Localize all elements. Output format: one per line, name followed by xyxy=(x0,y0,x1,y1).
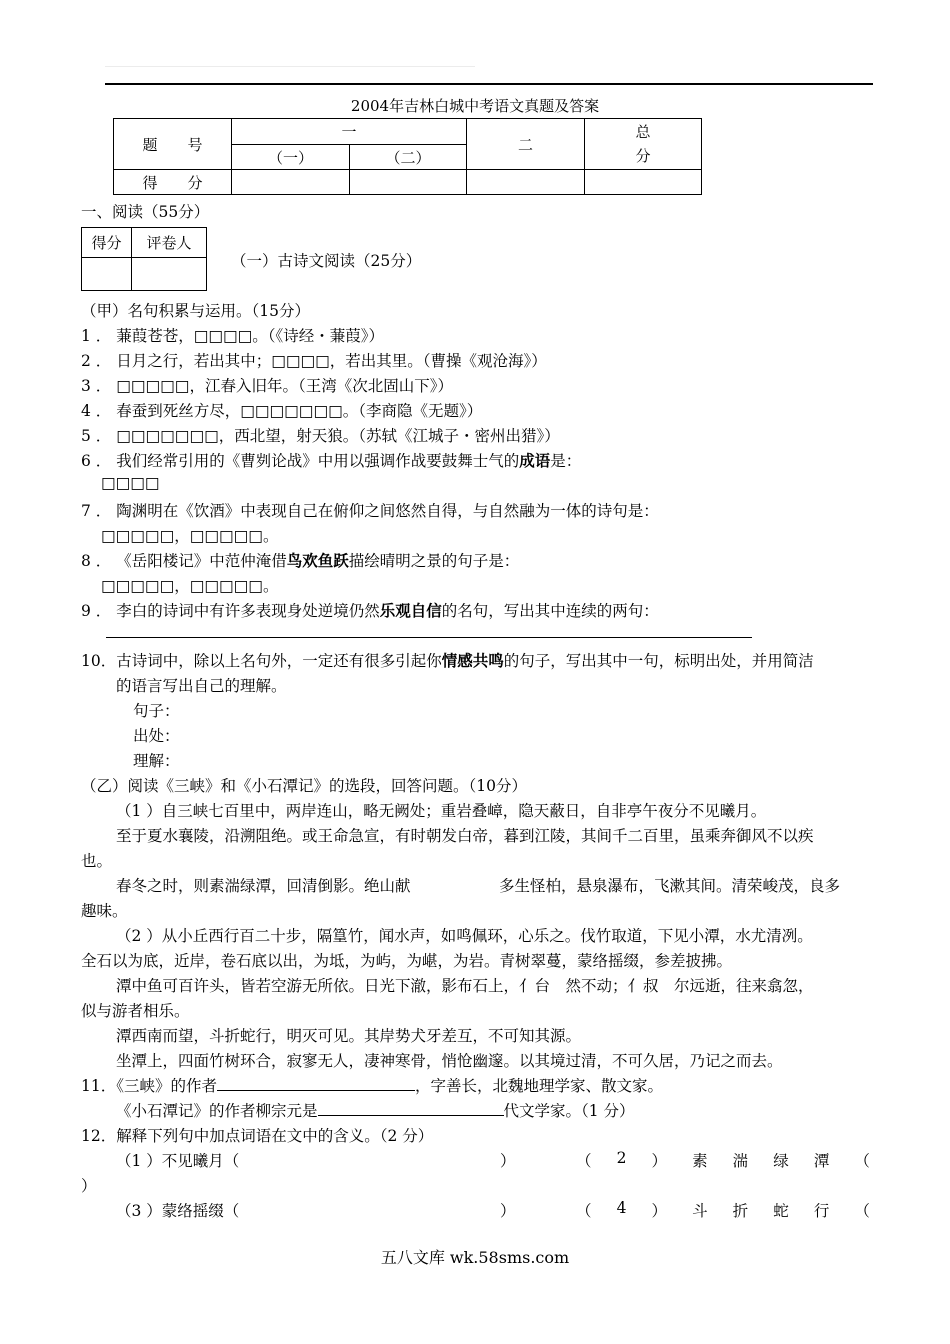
footer-watermark: 五八文库 wk.58sms.com xyxy=(380,1248,570,1267)
question-12-item-2-close: ） xyxy=(81,1177,97,1195)
total-header: 总 分 xyxy=(585,119,702,170)
score-cell xyxy=(467,170,585,195)
question-9: 9 ． 李白的诗词中有许多表现身处逆境仍然乐观自信的名句，写出其中连续的两句： xyxy=(81,602,659,620)
question-11: 11．《三峡》的作者 ，字善长，北魏地理学家、散文家。 xyxy=(81,1077,663,1095)
passage-paragraph: 也。 xyxy=(81,852,113,870)
question-12: 12．解释下列句中加点词语在文中的含义。（2 分） xyxy=(81,1127,434,1145)
question-8-answer: □□□□□，□□□□□。 xyxy=(101,577,279,595)
question-10-understanding-label: 理解： xyxy=(133,752,180,770)
subsection-two-header: （二） xyxy=(350,145,467,170)
question-11-part2: 《小石潭记》的作者柳宗元是 代文学家。（1 分） xyxy=(116,1102,635,1120)
question-5: 5 ． □□□□□□□，西北望，射天狼。（苏轼《江城子・密州出猎》） xyxy=(81,427,560,445)
score-cell xyxy=(232,170,350,195)
question-4: 4 ． 春蚕到死丝方尽，□□□□□□□。（李商隐《无题》） xyxy=(81,402,483,420)
score-table xyxy=(113,118,702,195)
question-8: 8 ． 《岳阳楼记》中范仲淹借鸟欢鱼跃描绘晴明之景的句子是： xyxy=(81,552,520,570)
question-6: 6 ． 我们经常引用的《曹刿论战》中用以强调作战要鼓舞士气的成语是： xyxy=(81,452,582,470)
question-9-answer-line xyxy=(106,637,752,638)
score-row-label: 得 分 xyxy=(114,170,232,195)
passage-paragraph: （1 ）自三峡七百里中，两岸连山，略无阙处；重岩叠嶂，隐天蔽日，自非亭午夜分不见曦月。 xyxy=(116,802,767,820)
question-12-item-1: （1 ）不见曦月（ xyxy=(116,1152,240,1170)
question-6-answer: □□□□ xyxy=(101,474,160,492)
question-1: 1 ． 蒹葭苍苍，□□□□。（《诗经・蒹葭》） xyxy=(81,327,385,345)
part-one-heading: 一、阅读（55分） xyxy=(81,203,210,221)
question-number-header: 题 号 xyxy=(114,119,232,170)
question-7: 7 ． 陶渊明在《饮酒》中表现自己在俯仰之间悠然自得，与自然融为一体的诗句是： xyxy=(81,502,659,520)
passage-paragraph: 潭中鱼可百许头，皆若空游无所依。日光下澈，影布石上，亻台 然不动；亻叔 尔远逝，往来翕忽， xyxy=(116,977,814,995)
passage-paragraph: （2 ）从小丘西行百二十步，隔篁竹，闻水声，如鸣佩环，心乐之。伐竹取道，下见小潭，水尤清冽。 xyxy=(116,927,813,945)
grader-score-cell xyxy=(82,258,132,291)
section-one-header: 一 xyxy=(232,119,467,145)
question-3: 3 ． □□□□□，江春入旧年。（王湾《次北固山下》） xyxy=(81,377,453,395)
subsection-yi: （乙）阅读《三峡》和《小石潭记》的选段，回答问题。（10分） xyxy=(81,777,527,795)
score-cell xyxy=(350,170,467,195)
document-title: 2004年吉林白城中考语文真题及答案 xyxy=(350,97,600,115)
passage-paragraph: 潭西南而望，斗折蛇行，明灭可见。其岸势犬牙差互，不可知其源。 xyxy=(116,1027,582,1045)
question-11-blank xyxy=(217,1075,415,1091)
question-12-item-3-close: ） xyxy=(500,1202,516,1220)
question-10-source-label: 出处： xyxy=(133,727,180,745)
grader-box xyxy=(81,227,207,291)
grader-score-label: 得分 xyxy=(82,228,132,258)
passage-paragraph: 趣味。 xyxy=(81,902,128,920)
passage-paragraph: 全石以为底，近岸，卷石底以出，为坻，为屿，为嵁，为岩。青树翠蔓，蒙络摇缀，参差披拂。 xyxy=(81,952,733,970)
passage-paragraph: 多生怪柏，悬泉瀑布，飞漱其间。清荣峻茂，良多 xyxy=(499,877,841,895)
subsection-jia: （甲）名句积累与运用。（15分） xyxy=(81,302,310,320)
question-12-item-4: （ 4 ） 斗 折 蛇 行 （ xyxy=(576,1199,870,1220)
passage-paragraph: 坐潭上，四面竹树环合，寂寥无人，凄神寒骨，悄怆幽邃。以其境过清，不可久居，乃记之而去。 xyxy=(116,1052,783,1070)
passage-paragraph: 至于夏水襄陵，沿溯阻绝。或王命急宣，有时朝发白帝，暮到江陵，其间千二百里，虽乘奔御风不以疾 xyxy=(116,827,814,845)
question-12-item-2: （ 2 ） 素 湍 绿 潭 （ xyxy=(576,1149,870,1170)
question-10-continued: 的语言写出自己的理解。 xyxy=(116,677,287,695)
question-2: 2 ． 日月之行，若出其中；□□□□，若出其里。（曹操《观沧海》） xyxy=(81,352,547,370)
question-12-item-1-close: ） xyxy=(500,1152,516,1170)
header-rule xyxy=(105,83,873,85)
question-7-answer: □□□□□，□□□□□。 xyxy=(101,527,279,545)
section-heading-ancient-poetry: （一）古诗文阅读（25分） xyxy=(231,252,422,270)
question-11-blank xyxy=(318,1100,504,1116)
grader-name-cell xyxy=(132,258,207,291)
passage-paragraph: 春冬之时，则素湍绿潭，回清倒影。绝山献 xyxy=(116,877,411,895)
score-cell xyxy=(585,170,702,195)
subsection-one-header: （一） xyxy=(232,145,350,170)
question-12-item-3: （3 ）蒙络摇缀（ xyxy=(116,1202,240,1220)
header-faint-rule xyxy=(105,66,475,67)
section-two-header: 二 xyxy=(467,119,585,170)
grader-name-label: 评卷人 xyxy=(132,228,207,258)
question-10-sentence-label: 句子： xyxy=(133,702,180,720)
question-10: 10．古诗词中，除以上名句外，一定还有很多引起你情感共鸣的句子，写出其中一句，标明出处，并用简洁 xyxy=(81,652,814,670)
passage-paragraph: 似与游者相乐。 xyxy=(81,1002,190,1020)
